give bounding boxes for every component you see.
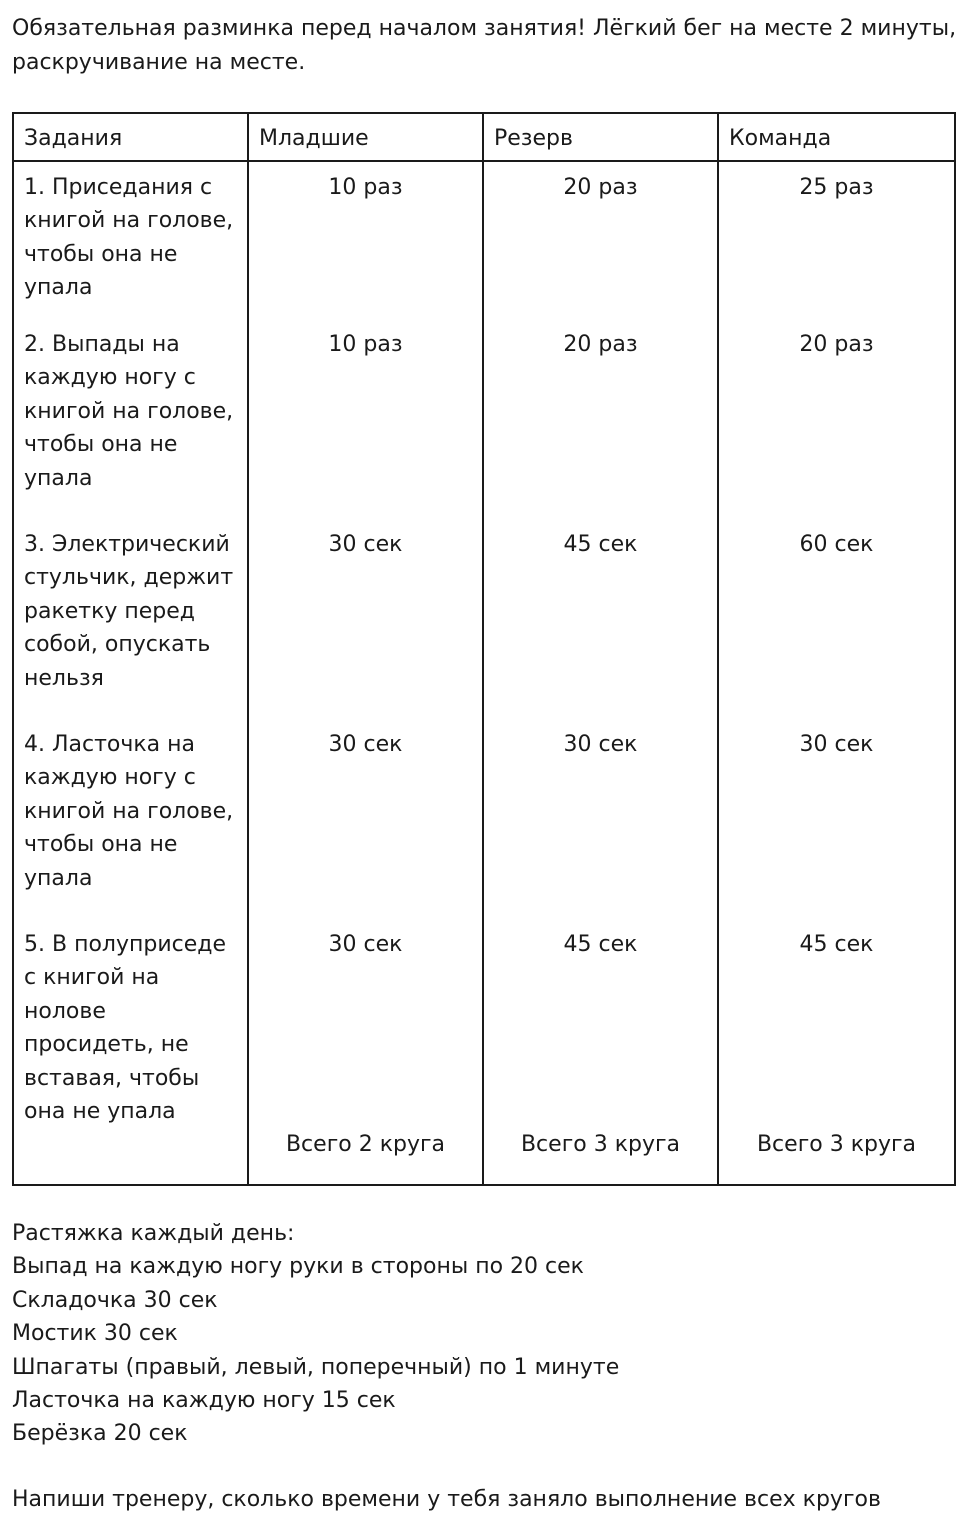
stretching-item: Мостик 30 сек — [12, 1321, 178, 1347]
task-cell: 4. Ласточка на каждую ногу с книгой на голове, чтобы она не упала — [13, 728, 248, 928]
table-header-row — [13, 113, 955, 161]
value-cell-reserve: 45 сек — [483, 928, 718, 1128]
task-cell: 2. Выпады на каждую ногу с книгой на голове, чтобы она не упала — [13, 328, 248, 528]
total-rounds-reserve: Всего 3 круга — [483, 1128, 718, 1185]
value-cell-juniors: 10 раз — [248, 161, 483, 328]
value-cell-juniors: 30 сек — [248, 728, 483, 928]
value-cell-juniors: 10 раз — [248, 328, 483, 528]
header-tasks: Задания — [13, 113, 248, 161]
value-cell-reserve: 20 раз — [483, 328, 718, 528]
stretching-item: Складочка 30 сек — [12, 1287, 218, 1313]
stretching-item: Шпагаты (правый, левый, поперечный) по 1 минуте — [12, 1354, 620, 1380]
table-row — [13, 161, 955, 328]
value-cell-team: 20 раз — [718, 328, 955, 528]
footer-note: Напиши тренеру, сколько времени у тебя заняло выполнение всех кругов — [12, 1487, 881, 1512]
header-reserve: Резерв — [483, 113, 718, 161]
value-cell-team: 45 сек — [718, 928, 955, 1128]
value-cell-reserve: 20 раз — [483, 161, 718, 328]
value-cell-reserve: 30 сек — [483, 728, 718, 928]
stretching-item: Берёзка 20 сек — [12, 1421, 188, 1447]
table-totals-row — [13, 1128, 955, 1185]
stretching-title: Растяжка каждый день: — [12, 1221, 295, 1246]
intro-text: Обязательная разминка перед началом занятия! Лёгкий бег на месте 2 минуты, раскручивание на месте. — [12, 16, 957, 75]
exercise-table — [12, 112, 956, 1186]
task-cell: 1. Приседания с книгой на голове, чтобы она не упала — [13, 161, 248, 328]
stretching-section — [12, 1217, 962, 1451]
value-cell-team: 25 раз — [718, 161, 955, 328]
value-cell-team: 60 сек — [718, 528, 955, 728]
value-cell-juniors: 30 сек — [248, 928, 483, 1128]
task-cell: 5. В полуприседе с книгой на нолове просидеть, не вставая, чтобы она не упала — [13, 928, 248, 1128]
value-cell-team: 30 сек — [718, 728, 955, 928]
table-row — [13, 928, 955, 1128]
task-cell: 3. Электрический стульчик, держит ракетку перед собой, опускать нельзя — [13, 528, 248, 728]
total-rounds-team: Всего 3 круга — [718, 1128, 955, 1185]
header-juniors: Младшие — [248, 113, 483, 161]
total-rounds-juniors: Всего 2 круга — [248, 1128, 483, 1185]
value-cell-reserve: 45 сек — [483, 528, 718, 728]
value-cell-juniors: 30 сек — [248, 528, 483, 728]
totals-empty-cell — [13, 1128, 248, 1185]
table-row — [13, 328, 955, 528]
table-row — [13, 728, 955, 928]
stretching-item: Ласточка на каждую ногу 15 сек — [12, 1388, 396, 1414]
stretching-item: Выпад на каждую ногу руки в стороны по 20 сек — [12, 1254, 584, 1280]
header-team: Команда — [718, 113, 955, 161]
table-row — [13, 528, 955, 728]
